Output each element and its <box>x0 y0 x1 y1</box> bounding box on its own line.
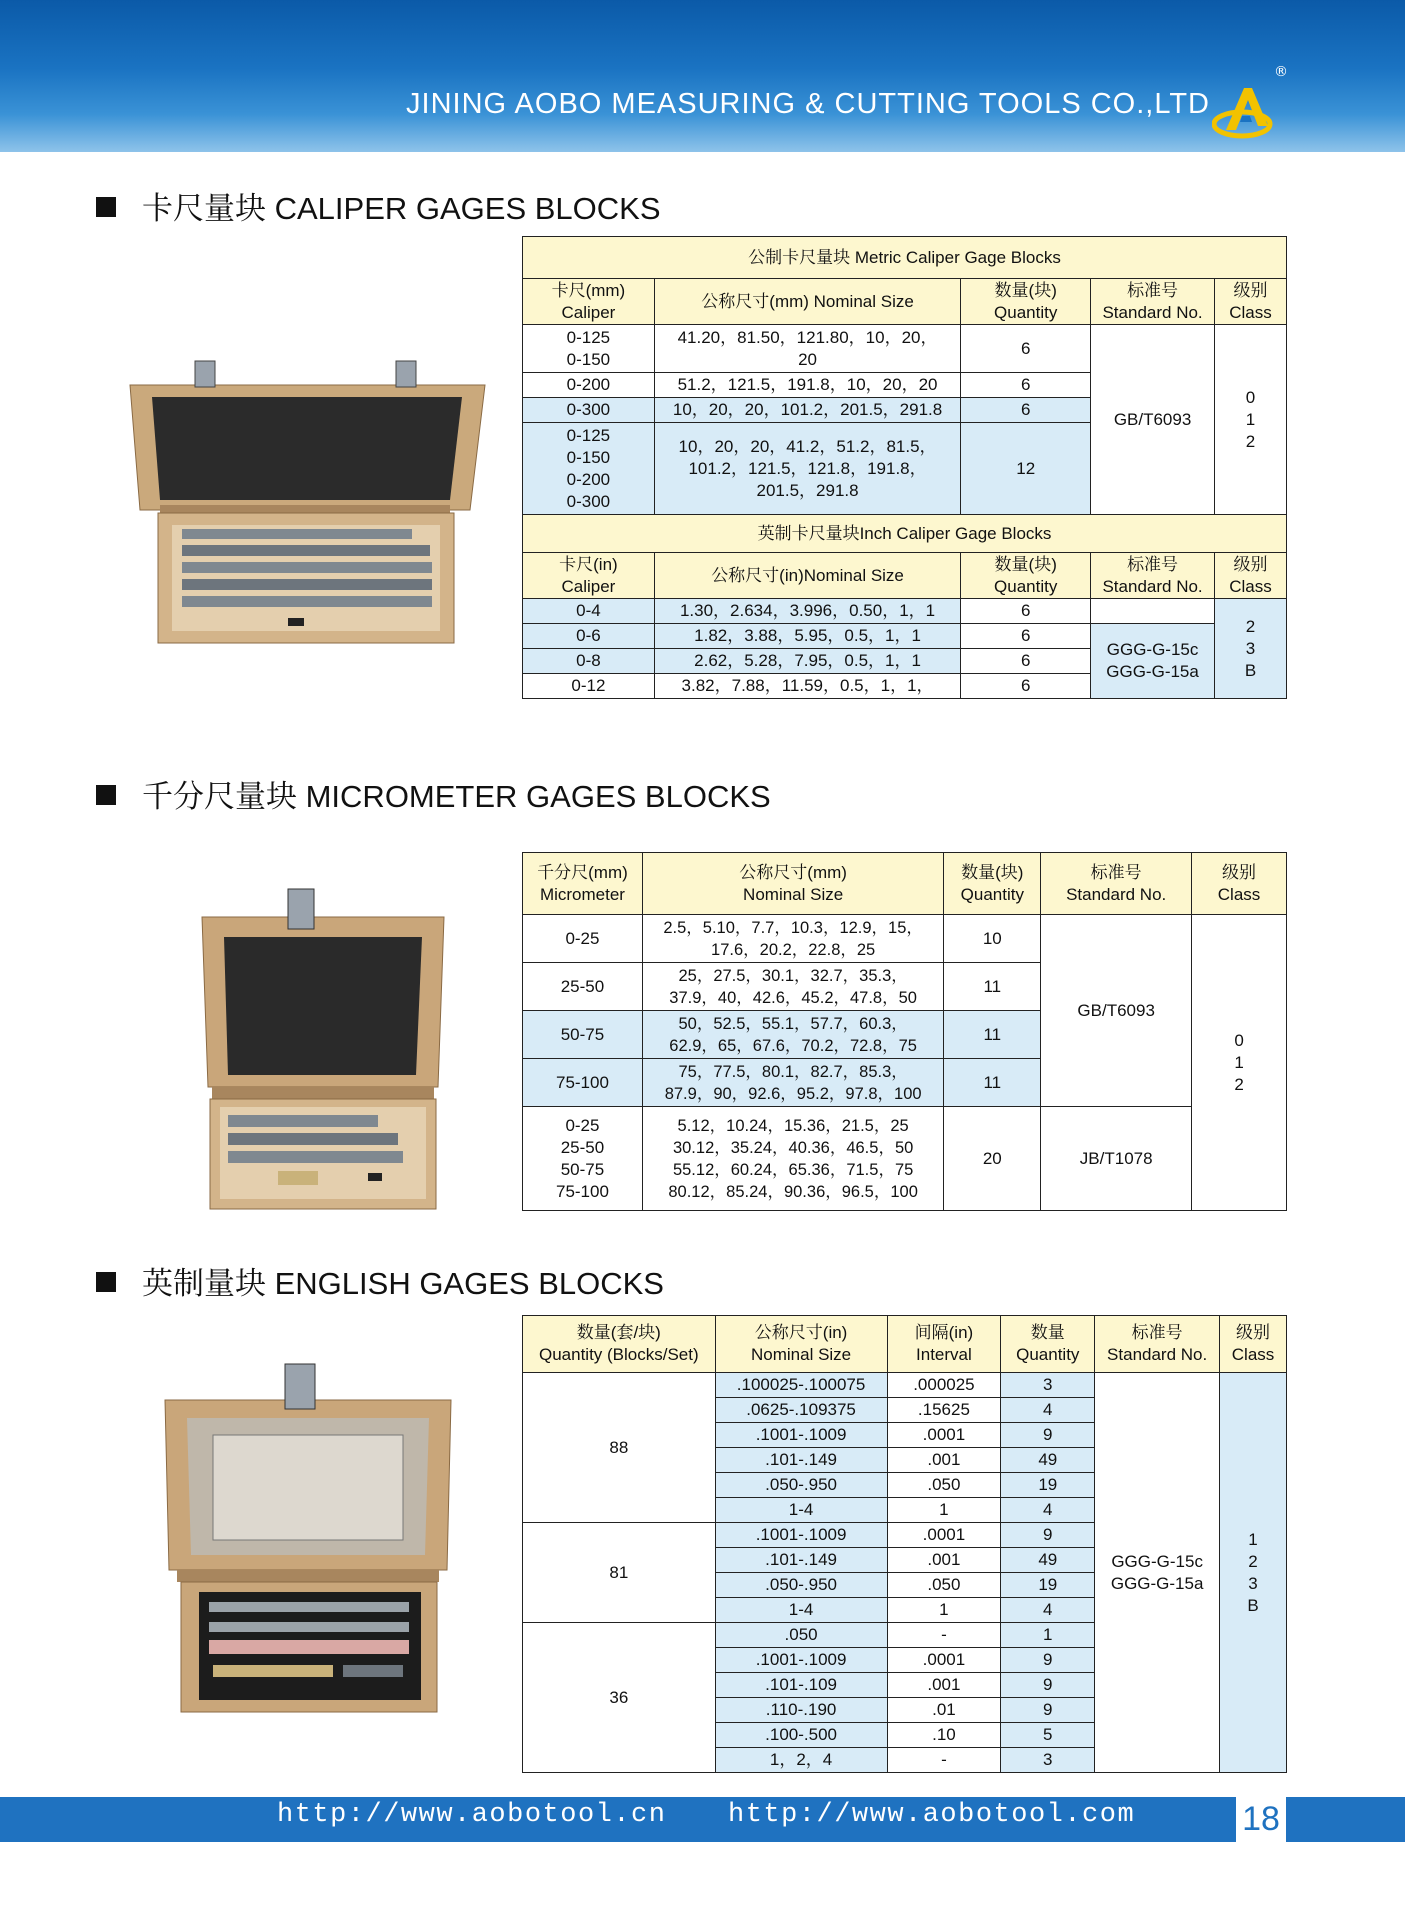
table-cell: 1，2，4 <box>715 1748 887 1773</box>
table-cell: .050 <box>715 1623 887 1648</box>
table-cell: .110-.190 <box>715 1698 887 1723</box>
table-cell: 3 <box>1001 1748 1095 1773</box>
table-cell: .050-.950 <box>715 1473 887 1498</box>
table-cell: 9 <box>1001 1698 1095 1723</box>
col-standard: 标准号 Standard No. <box>1091 553 1215 599</box>
table-cell: 75，77.5，80.1，82.7，85.3， 87.9，90，92.6，95.2，97.8，100 <box>642 1059 943 1107</box>
col-quantity-set: 数量(套/块) Quantity (Blocks/Set) <box>523 1316 716 1373</box>
micrometer-table <box>522 852 1287 1211</box>
table-cell: .01 <box>887 1698 1001 1723</box>
col-nominal-size: 公称尺寸(mm) Nominal Size <box>654 279 960 325</box>
table-cell: .1001-.1009 <box>715 1423 887 1448</box>
table-cell: 4 <box>1001 1598 1095 1623</box>
table-cell: 0-6 <box>523 624 655 649</box>
set-88-cell: 88 <box>523 1373 716 1523</box>
table-cell: - <box>887 1623 1001 1648</box>
micrometer-standard-cell: GB/T6093 <box>1041 915 1192 1107</box>
table-cell: 51.2，121.5，191.8，10，20，20 <box>654 373 960 398</box>
table-cell: 1-4 <box>715 1598 887 1623</box>
table-cell: 49 <box>1001 1448 1095 1473</box>
table-cell: .100-.500 <box>715 1723 887 1748</box>
table-cell: 0-8 <box>523 649 655 674</box>
table-cell: 19 <box>1001 1573 1095 1598</box>
table-cell: .050-.950 <box>715 1573 887 1598</box>
table-cell: 1-4 <box>715 1498 887 1523</box>
col-quantity: 数量(块) Quantity <box>961 279 1091 325</box>
table-cell: .101-.109 <box>715 1673 887 1698</box>
table-cell: .1001-.1009 <box>715 1648 887 1673</box>
col-class: 级别 Class <box>1192 853 1287 915</box>
table-cell: .1001-.1009 <box>715 1523 887 1548</box>
english-section-title: 英制量块 ENGLISH GAGES BLOCKS <box>96 1258 664 1303</box>
website-link-cn[interactable]: http://www.aobotool.cn <box>277 1800 667 1830</box>
table-cell: .001 <box>887 1673 1001 1698</box>
set-81-cell: 81 <box>523 1523 716 1623</box>
registered-mark: ® <box>1274 64 1288 80</box>
english-table <box>522 1315 1287 1773</box>
page-number: 18 <box>1236 1794 1286 1845</box>
metric-caliper-title: 公制卡尺量块 Metric Caliper Gage Blocks <box>523 237 1287 279</box>
caliper-section-title: 卡尺量块 CALIPER GAGES BLOCKS <box>96 183 661 228</box>
english-standard-cell: GGG-G-15c GGG-G-15a <box>1095 1373 1220 1773</box>
table-cell: 12 <box>961 423 1091 515</box>
table-cell: 11 <box>944 963 1041 1011</box>
table-cell: 0-300 <box>523 398 655 423</box>
col-micrometer: 千分尺(mm) Micrometer <box>523 853 643 915</box>
caliper-box-photo <box>120 355 490 655</box>
table-cell: .050 <box>887 1473 1001 1498</box>
table-cell: - <box>887 1748 1001 1773</box>
table-cell: 25-50 <box>523 963 643 1011</box>
table-cell: 20 <box>944 1107 1041 1211</box>
col-standard: 标准号 Standard No. <box>1091 279 1215 325</box>
col-class: 级别 Class <box>1215 553 1287 599</box>
col-nominal-size: 公称尺寸(mm) Nominal Size <box>642 853 943 915</box>
micrometer-class-cell: 0 1 2 <box>1192 915 1287 1211</box>
website-link-com[interactable]: http://www.aobotool.com <box>728 1800 1136 1830</box>
table-cell: 4 <box>1001 1498 1095 1523</box>
table-cell: 41.20，81.50，121.80，10，20， 20 <box>654 325 960 373</box>
table-cell: 5.12，10.24，15.36，21.5，25 30.12，35.24，40.36，46.5，50 55.12，60.24，65.36，71.5，75 80.12，85.24，90.36，96.5，100 <box>642 1107 943 1211</box>
company-logo-icon <box>1212 82 1282 140</box>
table-cell: 49 <box>1001 1548 1095 1573</box>
col-quantity: 数量(块) Quantity <box>961 553 1091 599</box>
table-cell: 6 <box>961 325 1091 373</box>
table-cell: 0-125 0-150 <box>523 325 655 373</box>
english-box-photo <box>163 1360 453 1715</box>
table-cell: .0001 <box>887 1648 1001 1673</box>
table-cell: .0001 <box>887 1523 1001 1548</box>
table-cell: .050 <box>887 1573 1001 1598</box>
col-standard: 标准号 Standard No. <box>1095 1316 1220 1373</box>
table-cell: 1.82，3.88，5.95，0.5，1，1 <box>654 624 960 649</box>
set-36-cell: 36 <box>523 1623 716 1773</box>
metric-standard-cell: GB/T6093 <box>1091 325 1215 515</box>
table-cell: 11 <box>944 1059 1041 1107</box>
table-cell: 19 <box>1001 1473 1095 1498</box>
metric-class-cell: 0 1 2 <box>1215 325 1287 515</box>
company-name: JINING AOBO MEASURING & CUTTING TOOLS CO.,LTD <box>406 88 1210 120</box>
table-cell: 0-125 0-150 0-200 0-300 <box>523 423 655 515</box>
table-cell: 1 <box>887 1498 1001 1523</box>
table-cell: 3.82，7.88，11.59，0.5，1，1， <box>654 674 960 699</box>
table-cell: 50，52.5，55.1，57.7，60.3， 62.9，65，67.6，70.2，72.8，75 <box>642 1011 943 1059</box>
table-cell: 0-25 <box>523 915 643 963</box>
col-caliper: 卡尺(mm) Caliper <box>523 279 655 325</box>
table-cell: .101-.149 <box>715 1448 887 1473</box>
table-cell: 3 <box>1001 1373 1095 1398</box>
page-footer <box>0 1797 1405 1842</box>
micrometer-box-photo <box>198 885 448 1215</box>
table-cell: 6 <box>961 674 1091 699</box>
table-cell: 25，27.5，30.1，32.7，35.3， 37.9，40，42.6，45.2，47.8，50 <box>642 963 943 1011</box>
table-cell: 2.62，5.28，7.95，0.5，1，1 <box>654 649 960 674</box>
table-cell: 6 <box>961 398 1091 423</box>
table-cell <box>1091 599 1215 624</box>
table-cell: .001 <box>887 1548 1001 1573</box>
col-caliper: 卡尺(in) Caliper <box>523 553 655 599</box>
table-cell: 10，20，20，41.2，51.2，81.5， 101.2，121.5，121.8，191.8， 201.5，291.8 <box>654 423 960 515</box>
table-cell: .15625 <box>887 1398 1001 1423</box>
micrometer-section-title: 千分尺量块 MICROMETER GAGES BLOCKS <box>96 771 771 816</box>
table-cell: 9 <box>1001 1523 1095 1548</box>
table-cell: 11 <box>944 1011 1041 1059</box>
table-cell: 6 <box>961 649 1091 674</box>
table-cell: .10 <box>887 1723 1001 1748</box>
table-cell: 0-200 <box>523 373 655 398</box>
inch-caliper-title: 英制卡尺量块Inch Caliper Gage Blocks <box>523 515 1287 553</box>
table-cell: 9 <box>1001 1648 1095 1673</box>
table-cell: 50-75 <box>523 1011 643 1059</box>
table-cell: 10，20，20，101.2，201.5，291.8 <box>654 398 960 423</box>
col-quantity: 数量 Quantity <box>1001 1316 1095 1373</box>
col-interval: 间隔(in) Interval <box>887 1316 1001 1373</box>
table-cell: .101-.149 <box>715 1548 887 1573</box>
table-cell: 4 <box>1001 1398 1095 1423</box>
table-cell: 6 <box>961 599 1091 624</box>
table-cell: 9 <box>1001 1673 1095 1698</box>
table-cell: .001 <box>887 1448 1001 1473</box>
english-class-cell: 1 2 3 B <box>1220 1373 1287 1773</box>
col-quantity: 数量(块) Quantity <box>944 853 1041 915</box>
inch-standard-cell: GGG-G-15c GGG-G-15a <box>1091 624 1215 699</box>
metric-caliper-table <box>522 236 1287 699</box>
table-cell: .100025-.100075 <box>715 1373 887 1398</box>
table-cell: .0625-.109375 <box>715 1398 887 1423</box>
page-header <box>0 0 1405 152</box>
col-nominal-size: 公称尺寸(in)Nominal Size <box>654 553 960 599</box>
col-nominal-size: 公称尺寸(in) Nominal Size <box>715 1316 887 1373</box>
table-cell: 2.5，5.10，7.7，10.3，12.9，15， 17.6，20.2，22.8，25 <box>642 915 943 963</box>
table-cell: 1 <box>1001 1623 1095 1648</box>
table-cell: 0-12 <box>523 674 655 699</box>
table-cell: 6 <box>961 624 1091 649</box>
table-cell: .0001 <box>887 1423 1001 1448</box>
col-class: 级别 Class <box>1215 279 1287 325</box>
table-cell: 0-25 25-50 50-75 75-100 <box>523 1107 643 1211</box>
micrometer-standard-cell-2: JB/T1078 <box>1041 1107 1192 1211</box>
table-cell: 1.30，2.634，3.996，0.50，1，1 <box>654 599 960 624</box>
table-cell: 75-100 <box>523 1059 643 1107</box>
table-cell: 9 <box>1001 1423 1095 1448</box>
table-cell: 5 <box>1001 1723 1095 1748</box>
col-standard: 标准号 Standard No. <box>1041 853 1192 915</box>
table-cell: 10 <box>944 915 1041 963</box>
table-cell: 0-4 <box>523 599 655 624</box>
inch-class-cell: 2 3 B <box>1215 599 1287 699</box>
table-cell: 1 <box>887 1598 1001 1623</box>
col-class: 级别 Class <box>1220 1316 1287 1373</box>
table-cell: .000025 <box>887 1373 1001 1398</box>
table-cell: 6 <box>961 373 1091 398</box>
